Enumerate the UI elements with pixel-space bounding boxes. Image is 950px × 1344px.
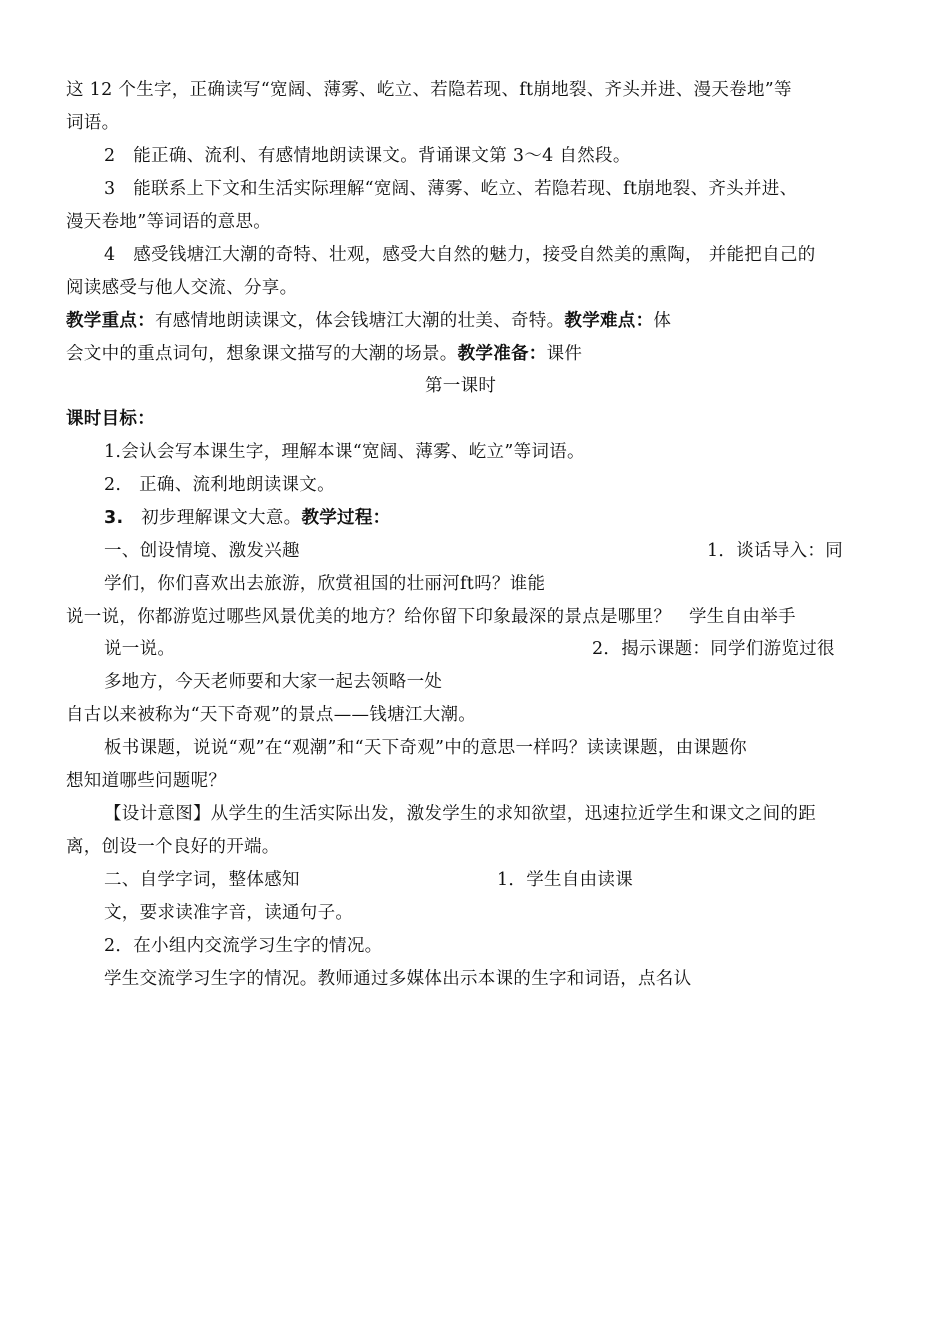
section1-step1-start: 1．谈话导入：同 xyxy=(707,541,844,561)
design-intent-line: 离，创设一个良好的开端。 xyxy=(66,837,280,857)
section2-line: 学生交流学习生字的情况。教师通过多媒体出示本课的生字和词语，点名认 xyxy=(104,969,692,989)
key-points-label: 教学重点： xyxy=(66,311,155,331)
section1-line: 想知道哪些问题呢？ xyxy=(66,771,227,791)
key-points-text: 有感情地朗读课文，体会钱塘江大潮的壮美、奇特。 xyxy=(155,311,565,331)
section1-line: 学们，你们喜欢出去旅游，欣赏祖国的壮丽河ft吗？谁能 xyxy=(104,574,546,594)
goal-item-3-number: 3. xyxy=(104,508,124,528)
paragraph-line: 4 感受钱塘江大潮的奇特、壮观，感受大自然的魅力，接受自然美的熏陶， 并能把自己的 xyxy=(104,245,816,265)
lesson-title: 第一课时 xyxy=(425,376,497,396)
difficulty-text: 体 xyxy=(653,311,672,331)
process-label: 教学过程： xyxy=(301,508,391,528)
preparation-label: 教学准备： xyxy=(457,344,547,364)
section1-step2-start: 2．揭示课题：同学们游览过很 xyxy=(592,639,835,659)
preparation-text: 课件 xyxy=(546,344,583,364)
goals-label: 课时目标： xyxy=(66,409,155,429)
section2-line: 2．在小组内交流学习生字的情况。 xyxy=(104,936,383,956)
paragraph-line: 词语。 xyxy=(66,113,120,133)
section1-line: 说一说，你都游览过哪些风景优美的地方？给你留下印象最深的景点是哪里？ 学生自由举手 xyxy=(66,607,796,627)
section2-line: 文，要求读准字音，读通句子。 xyxy=(104,903,354,923)
goal-item: 2. 正确、流利地朗读课文。 xyxy=(104,475,335,495)
paragraph-line: 2 能正确、流利、有感情地朗读课文。背诵课文第 3～4 自然段。 xyxy=(104,146,631,166)
key-points-line xyxy=(66,309,671,333)
section1-line: 板书课题，说说“观”在“观潮”和“天下奇观”中的意思一样吗？读读课题，由课题你 xyxy=(104,738,747,758)
goal-item: 1.会认会写本课生字，理解本课“宽阔、薄雾、屹立”等词语。 xyxy=(104,442,585,462)
difficulty-text-continued: 会文中的重点词句，想象课文描写的大潮的场景。 xyxy=(66,344,458,364)
section2-step1-start: 1．学生自由读课 xyxy=(497,870,634,890)
goal-item-3 xyxy=(104,506,390,530)
section1-line: 多地方，今天老师要和大家一起去领略一处 xyxy=(104,672,443,692)
design-intent-line: 【设计意图】从学生的生活实际出发，激发学生的求知欲望，迅速拉近学生和课文之间的距 xyxy=(104,804,816,824)
section1-line: 说一说。 xyxy=(104,639,176,659)
difficulty-label: 教学难点： xyxy=(564,311,654,331)
paragraph-line: 阅读感受与他人交流、分享。 xyxy=(66,278,298,298)
section1-line: 自古以来被称为“天下奇观”的景点——钱塘江大潮。 xyxy=(66,705,477,725)
difficulty-line xyxy=(66,342,582,366)
paragraph-line: 3 能联系上下文和生活实际理解“宽阔、薄雾、屹立、若隐若现、ft崩地裂、齐头并进、 xyxy=(104,179,798,199)
goal-item-3-text: 初步理解课文大意。 xyxy=(123,508,302,528)
section1-heading: 一、创设情境、激发兴趣 xyxy=(104,541,300,561)
paragraph-line: 漫天卷地”等词语的意思。 xyxy=(66,212,272,232)
section2-heading: 二、自学字词，整体感知 xyxy=(104,870,300,890)
paragraph-line: 这 12 个生字，正确读写“宽阔、薄雾、屹立、若隐若现、ft崩地裂、齐头并进、漫天卷地”等 xyxy=(66,80,792,100)
